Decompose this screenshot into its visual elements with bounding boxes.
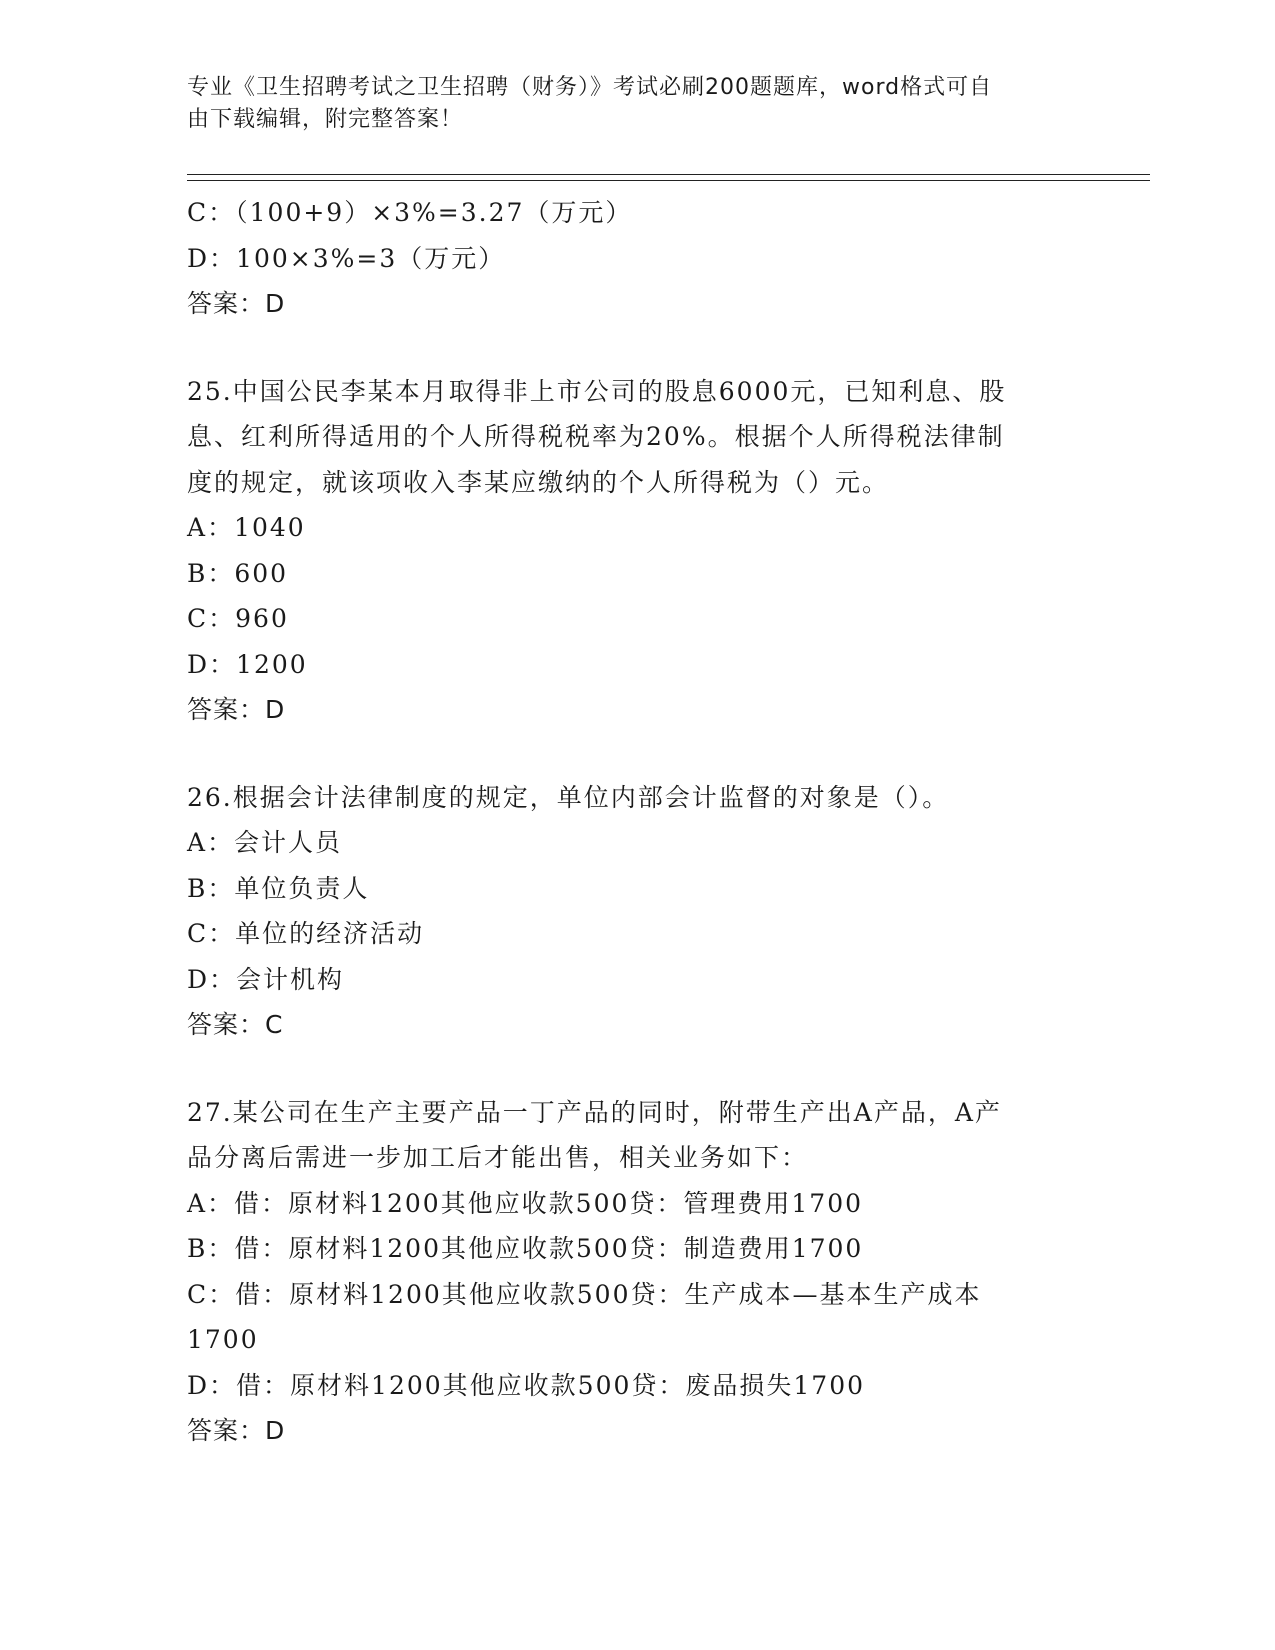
- option-d: D：借：原材料1200其他应收款500贷：废品损失1700: [187, 1370, 866, 1400]
- document-body: [187, 190, 1087, 1454]
- previous-question-tail: [187, 190, 1087, 327]
- question-25: [187, 369, 1087, 733]
- option-d: D：会计机构: [187, 964, 345, 994]
- option-a: A：借：原材料1200其他应收款500贷：管理费用1700: [187, 1188, 864, 1218]
- question-26: [187, 775, 1087, 1048]
- option-b: B：借：原材料1200其他应收款500贷：制造费用1700: [187, 1234, 864, 1263]
- option-c-continued: 1700: [187, 1325, 259, 1354]
- option-a: A：1040: [187, 513, 306, 542]
- option-c: C：（100+9）×3%=3.27（万元）: [187, 198, 633, 227]
- question-stem-line: 息、红利所得适用的个人所得税税率为20%。根据个人所得税法律制: [187, 422, 1005, 451]
- option-c: C：960: [187, 604, 289, 633]
- answer: 答案：D: [187, 1416, 286, 1445]
- option-c: C：借：原材料1200其他应收款500贷：生产成本—基本生产成本: [187, 1279, 982, 1309]
- header-line-2: 由下载编辑，附完整答案！: [187, 107, 464, 132]
- header-rule-bottom: [187, 180, 1150, 181]
- question-stem-line: 27.某公司在生产主要产品一丁产品的同时，附带生产出A产品，A产: [187, 1097, 1002, 1127]
- option-a: A：会计人员: [187, 828, 343, 857]
- option-b: B：600: [187, 558, 289, 588]
- question-stem-line: 25.中国公民李某本月取得非上市公司的股息6000元，已知利息、股: [187, 376, 1007, 406]
- answer: 答案：D: [187, 289, 286, 318]
- answer: 答案：C: [187, 1010, 284, 1039]
- question-stem-line: 度的规定，就该项收入李某应缴纳的个人所得税为（）元。: [187, 467, 890, 497]
- document-header: [187, 72, 1067, 136]
- header-rule-top: [187, 174, 1150, 175]
- header-line-1: 专业《卫生招聘考试之卫生招聘（财务）》考试必刷200题题库，word格式可自: [187, 75, 993, 100]
- option-b: B：单位负责人: [187, 873, 370, 903]
- question-stem-line: 品分离后需进一步加工后才能出售，相关业务如下：: [187, 1143, 809, 1172]
- question-27: [187, 1090, 1087, 1454]
- option-c: C：单位的经济活动: [187, 919, 425, 948]
- option-d: D：100×3%=3（万元）: [187, 243, 506, 273]
- answer: 答案：D: [187, 695, 286, 724]
- question-stem-line: 26.根据会计法律制度的规定，单位内部会计监督的对象是（）。: [187, 782, 950, 812]
- option-d: D：1200: [187, 649, 308, 679]
